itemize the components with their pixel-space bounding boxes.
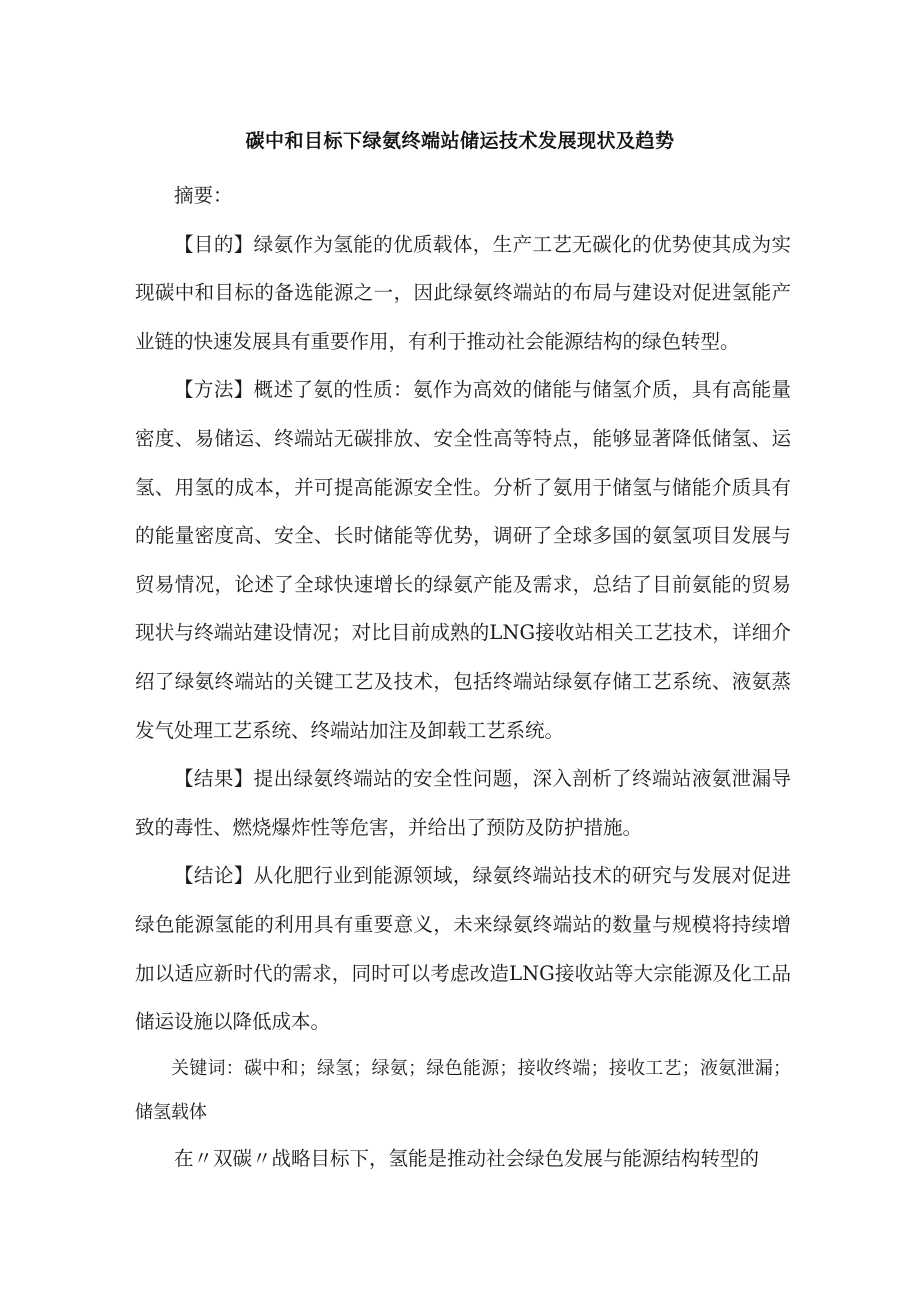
abstract-result [135, 755, 791, 852]
keywords: 关键词：碳中和；绿氢；绿氨；绿色能源；接收终端；接收工艺；液氨泄漏；储氢载体 [135, 1057, 791, 1123]
abstract-method [135, 366, 791, 755]
abstract-label: 摘要： [174, 184, 233, 207]
abstract-result-text: 提出绿氨终端站的安全性问题，深入剖析了终端站液氨泄漏导致的毒性、燃烧爆炸性等危害，并给出了预防及防护措施。 [135, 767, 791, 839]
abstract-purpose-text: 绿氨作为氢能的优质载体，生产工艺无碳化的优势使其成为实现碳中和目标的备选能源之一，因此绿氨终端站的布局与建设对促进氢能产业链的快速发展具有重要作用，有利于推动社会能源结构的绿色转型。 [135, 232, 791, 353]
abstract-purpose [135, 221, 791, 367]
section-tag-purpose: 【目的】 [174, 232, 254, 256]
abstract-conclusion-text: 从化肥行业到能源领域，绿氨终端站技术的研究与发展对促进绿色能源氢能的利用具有重要意义，未来绿氨终端站的数量与规模将持续增加以适应新时代的需求，同时可以考虑改造LNG接收站等大宗能源及化工品储运设施以降低成本。 [135, 864, 791, 1034]
section-tag-conclusion: 【结论】 [174, 864, 254, 888]
intro-paragraph: 在〃双碳〃战略目标下，氢能是推动社会绿色发展与能源结构转型的 [174, 1146, 760, 1170]
document-body [135, 172, 791, 1183]
abstract-conclusion [135, 852, 791, 1046]
abstract-method-text: 概述了氨的性质：氨作为高效的储能与储氢介质，具有高能量密度、易储运、终端站无碳排放、安全性高等特点，能够显著降低储氢、运氢、用氢的成本，并可提高能源安全性。分析了氨用于储氢与储能介质具有的能量密度高、安全、长时储能等优势，调研了全球多国的氨氢项目发展与贸易情况，论述了全球快速增长的绿氨产能及需求，总结了目前氨能的贸易现状与终端站建设情况；对比目前成熟的LNG接收站相关工艺技术，详细介绍了绿氨终端站的关键工艺及技术，包括终端站绿氨存储工艺系统、液氨蒸发气处理工艺系统、终端站加注及卸载工艺系统。 [135, 378, 791, 742]
section-tag-result: 【结果】 [174, 767, 254, 791]
document-title: 碳中和目标下绿氨终端站储运技术发展现状及趋势 [245, 130, 675, 152]
section-tag-method: 【方法】 [174, 378, 254, 402]
